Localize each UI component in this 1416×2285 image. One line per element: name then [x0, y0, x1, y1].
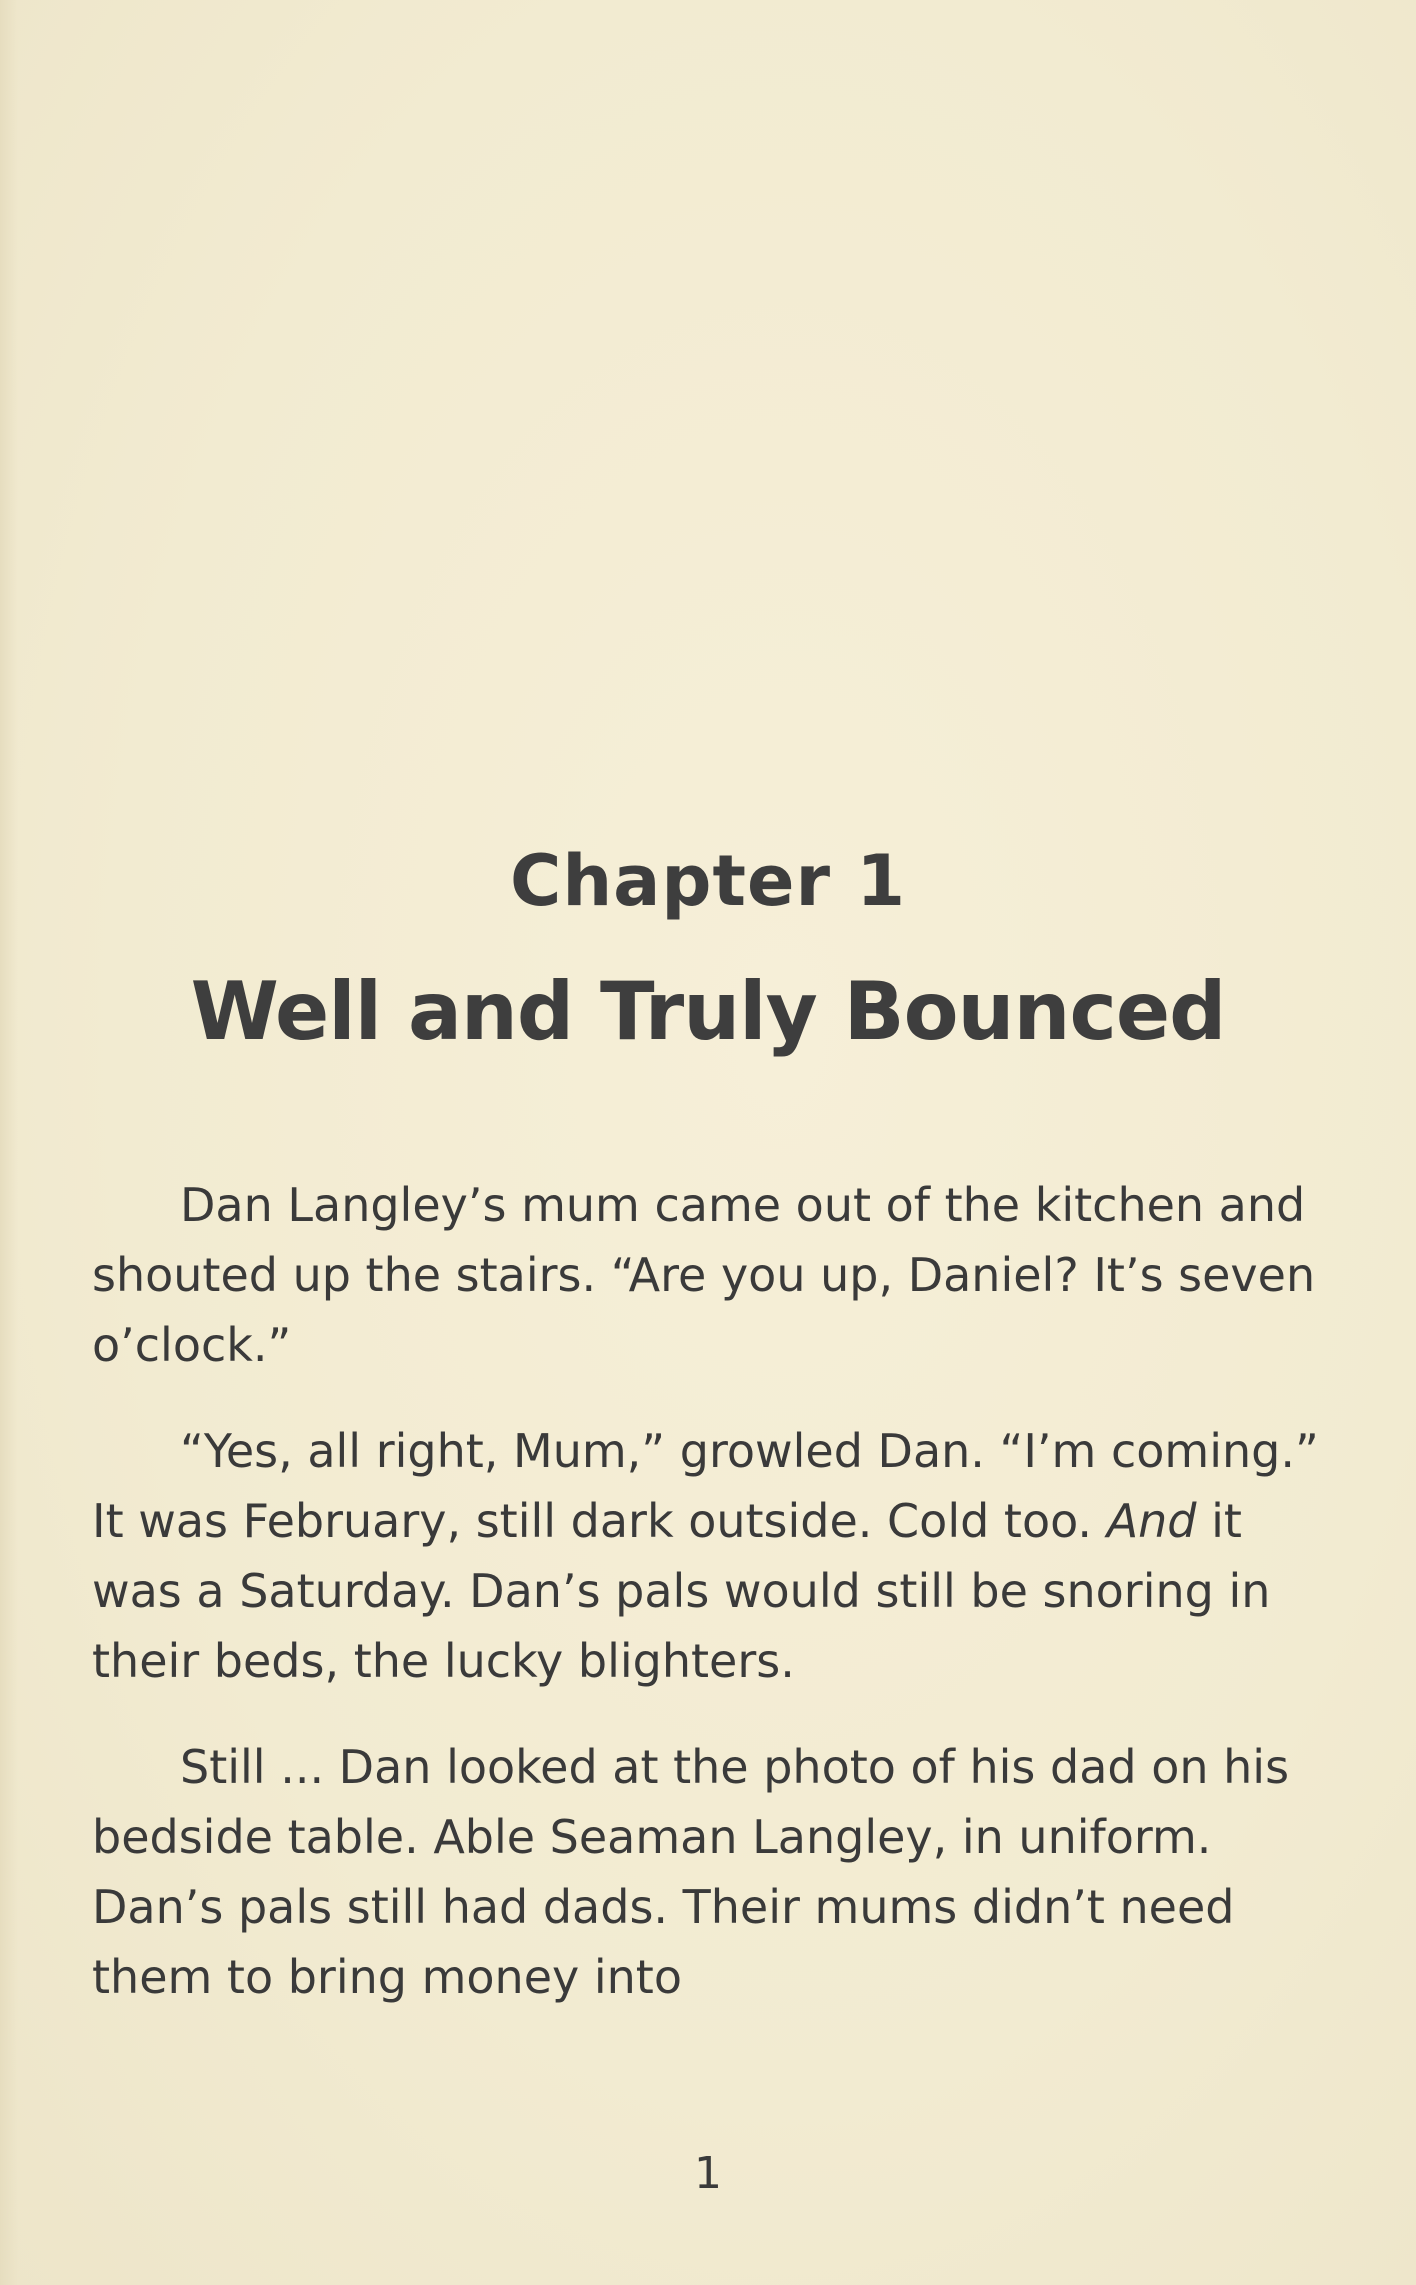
chapter-number: Chapter 1 [509, 840, 907, 922]
chapter-title: Well and Truly Bounced [190, 965, 1226, 1058]
chapter-body [92, 1170, 1332, 2048]
page-number: 1 [694, 2148, 722, 2199]
paragraph [92, 1416, 1332, 1696]
paragraph-text: it was a Saturday. Dan’s pals would still be snoring in their beds, the lucky blighters. [92, 1494, 1271, 1688]
emphasized-word: And [1106, 1494, 1197, 1548]
paragraph: Still ... Dan looked at the photo of his dad on his bedside table. Able Seaman Langley, in uniform. Dan’s pals still had dads. Their mums didn’t need them to bring money into [92, 1740, 1290, 2004]
paragraph: Dan Langley’s mum came out of the kitchen and shouted up the stairs. “Are you up, Daniel? It’s seven o’clock.” [92, 1178, 1316, 1372]
paragraph-text: “Yes, all right, Mum,” growled Dan. “I’m coming.” It was February, still dark outside. Cold too. [92, 1424, 1319, 1548]
